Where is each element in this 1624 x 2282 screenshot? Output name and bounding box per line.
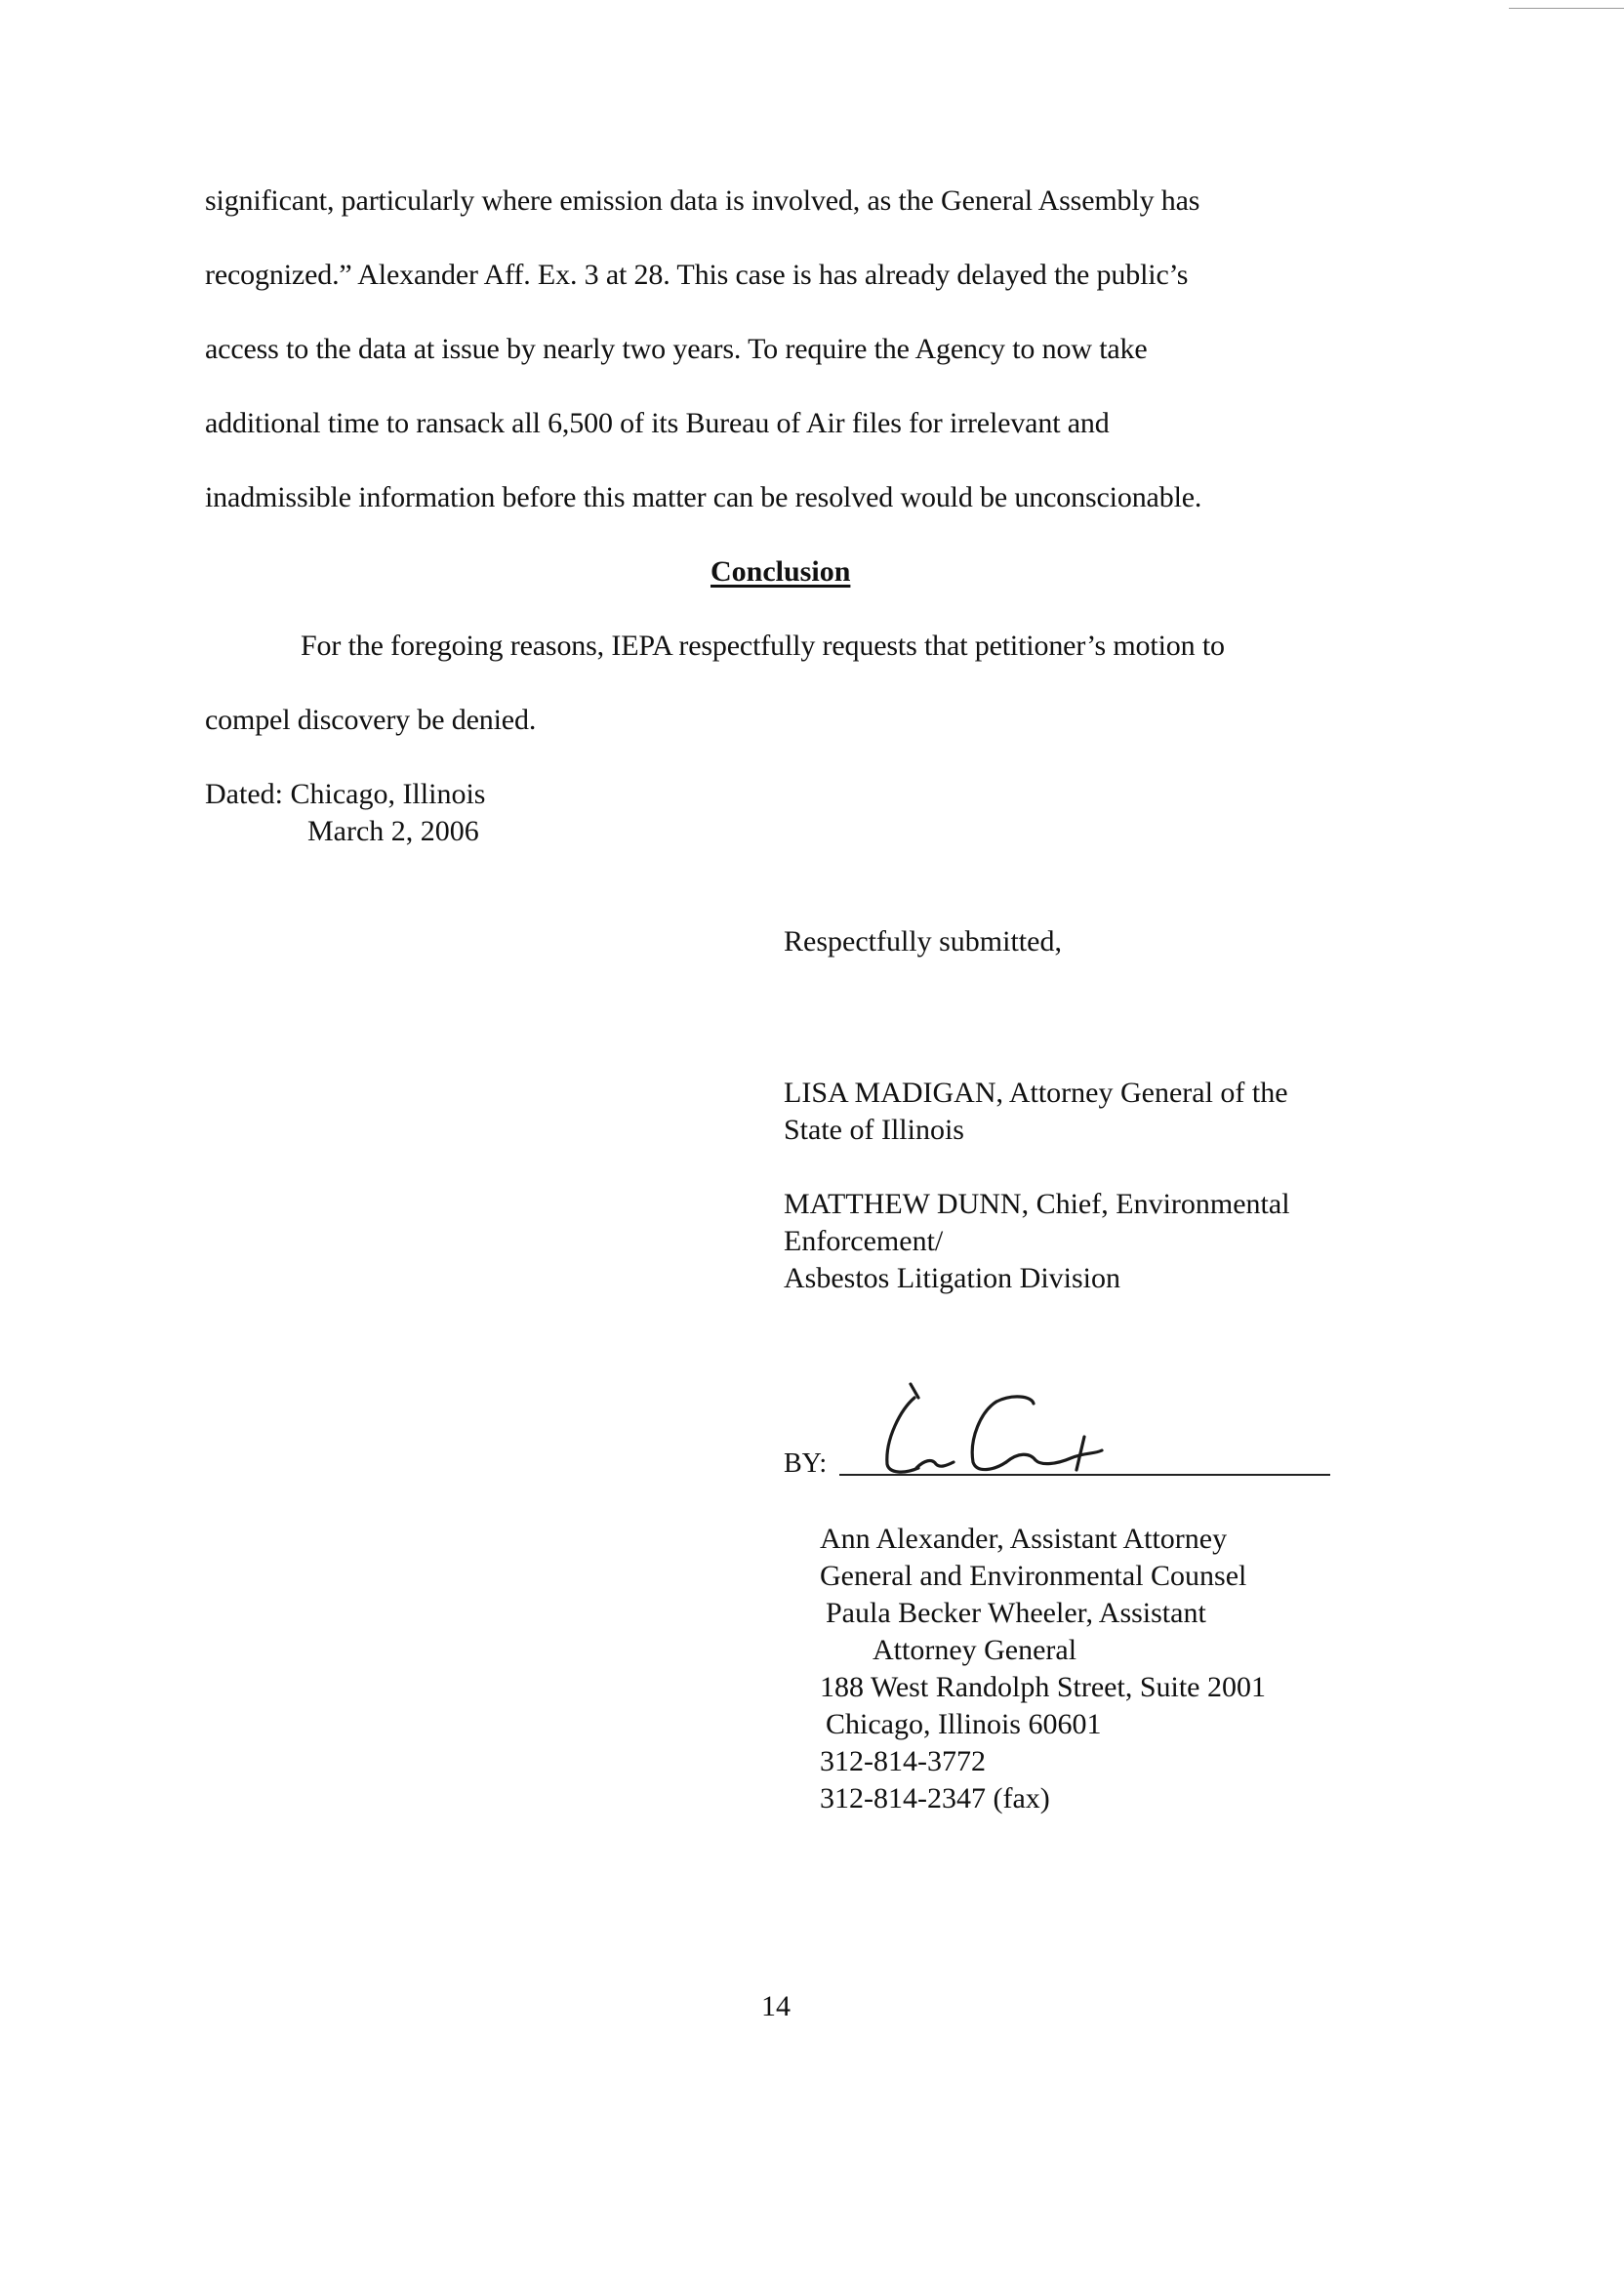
attorney-general-line-2: State of Illinois: [784, 1114, 964, 1146]
signatory-fax: 312-814-2347 (fax): [820, 1782, 1050, 1814]
scan-edge-rule: [1509, 8, 1624, 9]
dated-line: [205, 776, 485, 813]
signatory-address: 188 West Randolph Street, Suite 2001: [820, 1671, 1267, 1703]
signature-row: [784, 1382, 1330, 1480]
division-line-1: MATTHEW DUNN, Chief, Environmental: [784, 1188, 1290, 1220]
body-line-1: significant, particularly where emission data is involved, as the General Assembly has: [205, 184, 1200, 217]
signatory-block: [820, 1521, 1266, 1817]
signatory-city: Chicago, Illinois 60601: [826, 1708, 1102, 1740]
attorney-general-block: [784, 1075, 1288, 1149]
division-line-3: Asbestos Litigation Division: [784, 1262, 1120, 1294]
signatory-phone: 312-814-3772: [820, 1745, 986, 1777]
by-label: BY:: [784, 1448, 828, 1479]
signatory-line-4: Attorney General: [873, 1634, 1077, 1666]
division-line-2: Enforcement/: [784, 1225, 944, 1257]
signatory-line-2: General and Environmental Counsel: [820, 1560, 1247, 1592]
division-block: [784, 1186, 1290, 1297]
body-line-2: recognized.” Alexander Aff. Ex. 3 at 28. This case is has already delayed the public’s: [205, 259, 1189, 291]
body-line-4: additional time to ransack all 6,500 of its Bureau of Air files for irrelevant and: [205, 407, 1110, 439]
attorney-general-line-1: LISA MADIGAN, Attorney General of the: [784, 1077, 1288, 1109]
signatory-line-1: Ann Alexander, Assistant Attorney: [820, 1523, 1228, 1555]
signatory-line-3: Paula Becker Wheeler, Assistant: [826, 1597, 1206, 1629]
dated-block: [205, 776, 485, 850]
dated-place: Chicago, Illinois: [290, 778, 486, 810]
handwritten-signature: [875, 1380, 1168, 1478]
closing-text: Respectfully submitted,: [784, 925, 1062, 958]
conclusion-line-1: For the foregoing reasons, IEPA respectfully requests that petitioner’s motion to: [301, 630, 1225, 662]
body-line-3: access to the data at issue by nearly two years. To require the Agency to now take: [205, 333, 1148, 365]
page-number: 14: [761, 1990, 791, 2022]
conclusion-line-2: compel discovery be denied.: [205, 704, 537, 736]
body-line-5: inadmissible information before this matter can be resolved would be unconscionable.: [205, 481, 1202, 513]
dated-label: Dated:: [205, 778, 283, 810]
dated-date: March 2, 2006: [307, 815, 479, 847]
conclusion-heading: Conclusion: [710, 555, 851, 588]
